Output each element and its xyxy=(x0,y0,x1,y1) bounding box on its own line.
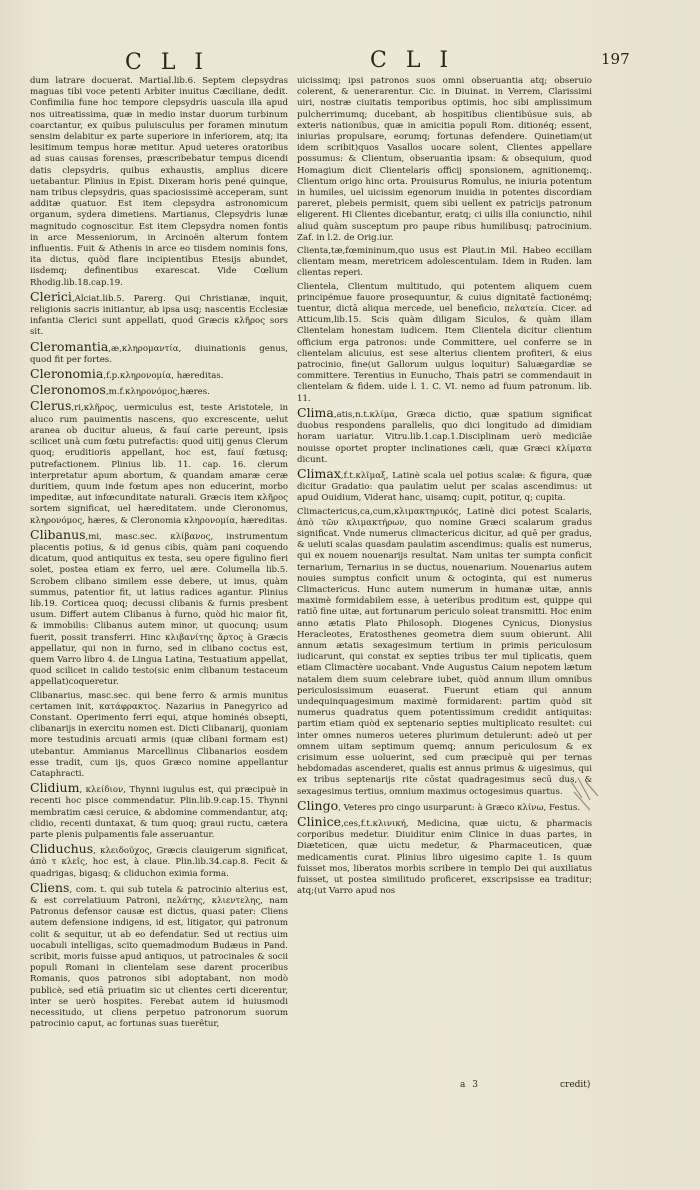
dictionary-entry xyxy=(30,338,288,366)
scribble-mark xyxy=(560,770,620,830)
dictionary-entry xyxy=(297,507,592,798)
dictionary-entry xyxy=(30,782,288,841)
entry-text: ,f.p.κληρονομία, hæreditas. xyxy=(103,371,224,382)
dictionary-entry xyxy=(30,384,288,398)
entry-text: ,m.f.κληρονόμος,hæres. xyxy=(105,387,210,398)
dictionary-entry xyxy=(30,879,288,1031)
entry-headword: Clibanus xyxy=(30,526,86,542)
entry-text: , com. t. qui sub tutela & patrocinio alterius est, & est correlatiuum Patroni, πελάτης, κλιεντελης, nam Patronus defensor causæ est dictus, quasi pater: Cliens autem defensione indigens, id est, litigator, qui patronum colit & sequitur, ut ab eo defendatur. Sed ut rectius uim uocabuli intelligas, scito quemadmodum Budæus in Pand. scribit, moris fuisse apud antiquos, ut patrocinales & socii populi Romani in clientelam sese darent proceribus Romanis, quos patronos sibi adoptabant, non modò publicè, sed etiā priuatim sic ut clientes certi dicerentur, inter se uerò hospites. Ferebat autem id huiusmodi necessitudo, ut cliens perpetuo patronorum suorum patrocinio caput, ac fortunas suas tuerêtur, xyxy=(30,884,288,1030)
dictionary-entry xyxy=(297,246,592,280)
entry-text: Clibanarius, masc.sec. qui bene ferro & armis munitus certamen init, κατάφρακτος. Nazarius in Panegyrico ad Constant. Operimento ferri equi, atque hominés obsepti, clibanarijs in exercitu nomen est. Dicti Clibanarij, quoniam more testudinis arcuati armis (quæ clibani formam est) utebantur. Ammianus Marcellinus Clibanarios eosdem esse tradit, cum ijs, quos Græco nomine appellantur Cataphracti. xyxy=(30,690,288,779)
entry-headword: Clidium xyxy=(30,780,80,796)
dictionary-entry xyxy=(297,404,592,466)
entry-headword: Clinice xyxy=(297,814,342,829)
entry-text: , κλειδοῦχος, Græcis clauigerum significat, ἀπὸ τ κλεῖς, hoc est, à claue. Plin.lib.34.cap.8. Fecit & quadrigas, bigasq; & cliduchon eximia forma. xyxy=(30,846,288,879)
dictionary-entry xyxy=(30,526,288,689)
entry-text: ,f.t.κλῖμαξ, Latinè scala uel potius scalæ: & figura, quæ dicitur Gradatio: qua paulatim uelut per scalas ascendimus: ut apud Ouidium, Viderat hanc, uisamq; cupit, potitur, q; cupita. xyxy=(297,470,592,504)
entry-headword: Cliduchus xyxy=(30,841,94,857)
entry-text: dum latrare docuerat. Martial.lib.6. Septem clepsydras maguas tibi voce petenti Arbiter inuitus Cæciliane, dedit. Confimilia fune hoc tempore clepsydris uascula illa apud nos uitreatissima, quæ in medio instar duorum turbinum coarctantur, ex quibus puluisculus per foramen minutum sensim delabitur ex parte superiore in inferiorem, atq; ita lesitimum tempus horæ metitur. Apud ueteres oratoribus ad suas causas forenses, præscribebatur tempus dicendi datis clepsydris, quibus exhaustis, amplius dicere uetabantur. Plinius in Epist. Dixeram horis pené quinque, nam tribus clepsydris, quas spaciosissimè acceperam, sunt additæ quatuor. Est item clepsydra astronomicum organum, sydera dimetiens. Martianus, Clepsydris lunæ magnitudo cognoscitur. Est item Clepsydra nomen fontis in arce Messeniorum, in Arcinoën alterum fontem influentis. Fuit & Athenis in arce eo tiisdem nominis fons, ita dictus, quòd flare incipientibus Etesijs abundet, iisdemq; definentibus exarescat. Vide Cœlium Rhodig.lib.18.cap.19. xyxy=(30,76,288,288)
page-header xyxy=(0,44,700,78)
entry-text: , κλείδιον, Thynni iugulus est, qui præcipuè in recenti hoc pisce commendatur. Plin.lib.9.cap.15. Thynni membratim cæsi ceruice, & abdomine commendantur, atq; clidio, recenti duntaxat, & tum quoq; graui ructu, cætera parte plenis pulpamentis fale asseruantur. xyxy=(30,785,288,840)
dictionary-entry xyxy=(297,465,592,505)
entry-text: ,ces,f.t.κλινική, Medicina, quæ uictu, & pharmacis corporibus medetur. Diuiditur enim Clinice in duas partes, in Diæteticen, quæ uictu medetur, & Pharmaceuticen, quæ medicamentis curat. Plinius libro uigesimo capite 1. Is quum fuisset mos, liberatos morbis scribere in templo Dei qui auxiliatus fuisset, ut postea similitudo proficeret, exscripsisse ea traditur; atq;(ut Varro apud nos xyxy=(297,819,592,897)
entry-text: Clienta,tæ,fœmininum,quo usus est Plaut.in Mil. Habeo eccillam clientam meam, meretricem adolescentulam. Idem in Ruden. lam clientas reperi. xyxy=(297,246,592,279)
entry-text: ,Alciat.lib.5. Parerg. Qui Christianæ, inquit, religionis sacris initiantur, ab ipsa usq; nascentis Ecclesiæ infantia Clerici sunt appellati, quod Græcis κλῆρος sors sit. xyxy=(30,293,288,338)
entry-headword: Cleronomos xyxy=(30,382,106,398)
entry-text: ,æ,κληρομαντία, diuinationis genus, quod fit per fortes. xyxy=(30,343,288,365)
dictionary-entry xyxy=(297,797,592,814)
entry-text: ,ri,κλῆρος, uermiculus est, teste Aristotele, in aluco rum pauimentis nascens, quo excrescente, uelut aranea ob ducitur alueus, & fauí carie pereunt, ipsis scilicet unà cum fœtu putrefactis: quod uitij genus Clerum quoq; eruditioris appellant, hoc est, fauí fœtusq; putrefactionem. Plinius lib. 11. cap. 16. clerum interpretatur apum abortum, & quandam amaræ ceræ duritiem, quum inde fœtum apes non educerint, morbo impeditæ, aut infœcunditate naturali. Græcis item κλῆρος sortem significat, uel hæreditatem. unde Cleronomus, κληρονόμος, hæres, & Cleronomia κληρονομία, hæreditas. xyxy=(30,403,288,526)
entry-text: , Veteres pro cingo usurparunt: à Græco κλίνω, Festus. xyxy=(338,802,581,813)
dictionary-entry xyxy=(30,288,288,339)
dictionary-entry xyxy=(30,76,288,289)
right-column xyxy=(297,76,592,899)
dictionary-entry xyxy=(297,76,592,244)
signature-mark: a 3 xyxy=(460,1080,480,1090)
left-column xyxy=(30,76,288,1032)
entry-headword: Cliens xyxy=(30,879,70,895)
entry-text: Clientela, Clientum multitudo, qui potentem aliquem cuem principémue fauore prosequuntur, & cuius dignitatē factionémq; tuentur, dictā aliqua mercede, uel beneficio, πελατεία. Cicer. ad Atticum,lib.15. Scis quàm diligam Siculos, & quàm illam Clientelam honestam iudicem. Item Clientela dicitur clientum officium erga patronos: unde Committere, uel conferre se in clientelam alicuius, est sese alterius clientem profiteri, & eius patrocinio, fine(ut Gallorum uulgus loquitur) Saluægardiæ se committere. Terentius in Eunucho, Thais patri se commendauit in clientelam & fidem. uide l. 1. C. VI. nemo ad fuum patronum. lib. 11. xyxy=(297,281,592,404)
dictionary-entry xyxy=(297,282,592,405)
entry-headword: Cleromantia xyxy=(30,338,109,354)
entry-headword: Clerus xyxy=(30,398,72,414)
entry-headword: Climax xyxy=(297,465,341,481)
running-head-right: C L I xyxy=(370,48,455,73)
dictionary-entry xyxy=(297,816,592,897)
dictionary-entry xyxy=(30,368,288,382)
entry-text: ,mi, masc.sec. κλίβανος, instrumentum placentis potius, & id genus cibis, quàm pani coquendo dicatum, quod antiquitus ex testa, seu opere figulino fieri solet, postea etiam ex ferro, uel ære. Columella lib.5. Scrobem clibano similem esse debere, ut imus, quàm summus, patentior fit, ut latius radices agantur. Plinius lib.19. Corticea quoq; decussi clibanis & furnis presbent usum. Differt autem Clibanus à furno, quòd hic maior fit, & immobilis: Clibanus autem minor, ut quocunq; usum fuerit, possit transferri. Hinc κλιβανίτης ἄρτος à Græcis appellatur, qui non in furno, sed in clibano coctus est, quem Varro libro 4. de Lingua Latina, Testuatium appellat, quod scilicet in calido testo(sic enim clibanum testaceum appellat)coqueretur. xyxy=(30,531,288,688)
entry-headword: Cleronomia xyxy=(30,366,104,382)
dictionary-entry xyxy=(30,691,288,781)
entry-headword: Clingo xyxy=(297,797,339,813)
entry-text: uicissimq; ipsi patronos suos omni obseruantia atq; obseruio colerent, & uenerarentur. Cic. in Diuinat. in Verrem, Clarissimi uiri, nostræ ciuitatis temporibus optimis, hoc sibi amplissimum pulcherrimumq; ducebant, ab hospitibus clientibúsue suis, ab exteris nationibus, quæ in amicitia populi Rom. ditionéq; essent, iniurias propulsare, eorumq; fortunas defendere. Quinetiam(ut idem scribit)quos Vasallos uocare solent, Clientes appellare possumus: & Clientum, obseruantia ipsam: & obsequium, quod Homagium dicit Clientelaris officij sponsionem, agnitionemq;. Clientum origo hinc orta. Prouisurus Romulus, ne iniuria potentum in humiles, uel uicissim egenorum inuidia in potentes discordiam pareret, plebeis permisit, quem sibi uellent ex patricijs patronum eligerent. Hi Clientes dicebantur, eratq; ci uilis illa coniunctio, nihil aliud quàm susceptum pro paupe ribus humilibusq; patrocinium. Zaf. in l.2. de Orig.iur. xyxy=(297,76,592,243)
running-head-left: C L I xyxy=(125,50,210,75)
dictionary-entry xyxy=(30,400,288,526)
entry-text: ,atis,n.t.κλίμα, Græca dictio, quæ spatium significat duobus respondens parallelis, quo dici longitudo ad dimidiam horam uariatur. Vitru.lib.1.cap.1.Disciplinam uerò mediciāe nouisse oportet propter inclinationes cæli, quæ Græci κλίματα dicunt. xyxy=(297,409,592,465)
entry-text: Climactericus,ca,cum,κλιμακτηρικός, Latinè dici potest Scalaris, ἀπὸ τῶν κλιμακτήρων, quo nomine Græci scalarum gradus significat. Vnde numerus climactericus dicitur, ad quē per gradus, & ueluti scalas quasdam paulatim ascendimus: qualis est numerus, qui ex nouem nouenarijs resultat. Nam unitas ter sumpta conficit ternarium, Ternarius in se ductus, nouenarium. Nouenarius autem nouies sumptus conficit unum & octoginta, qui est numerus Climactericus. Hunc autem numerum in humanæ uitæ, annis maximè formidabilem esse, à ueteribus proditum est, quippe qui ratiō fine uitæ, aut fortunarum periculo soleat transmitti. Hoc enim anno ætatis Plato Philosoph. Diogenes Cynicus, Dionysius Heracleotes, Eratosthenes geometra diem suum obierunt. Alii annum ætatis sexagesimum tertium in primis periculosum iudicarunt, qui constat ex septies tribus ter mul tiplicatis, quem etiam Climactère uocabant. Vnde Augustus Caium nepotem lætum natalem diem suum celebrare iubet, quòd annum illum omnibus periculosissimum euaserat. Fuerunt etiam qui annum undequinquagesimum maximè formidarent: partim quòd sit numerus quadratus quem potentissimum credidit antiquitas: partim etiam quòd ex septenario septies multiplicato resultet: cui inter omnes numeros ueteres plurimum detulerunt: adeò ut per omnem uitam septimum quemq; annum periculosum & ex crisimum esse uoluerint, sed cum præcipuè qui per ternas hebdomadas ascenderet, qualis est annus primus & uigesimus, qui ex tribus septenarijs rite cōstat quadragesimus secū dus, & sexagesimus tertius, omnium maximus octogesimus quartus. xyxy=(297,506,592,797)
entry-headword: Clima xyxy=(297,404,334,420)
entry-headword: Clerici xyxy=(30,288,72,304)
catchword: credit) xyxy=(560,1080,591,1090)
page-number: 197 xyxy=(601,50,630,68)
dictionary-entry xyxy=(30,843,288,880)
